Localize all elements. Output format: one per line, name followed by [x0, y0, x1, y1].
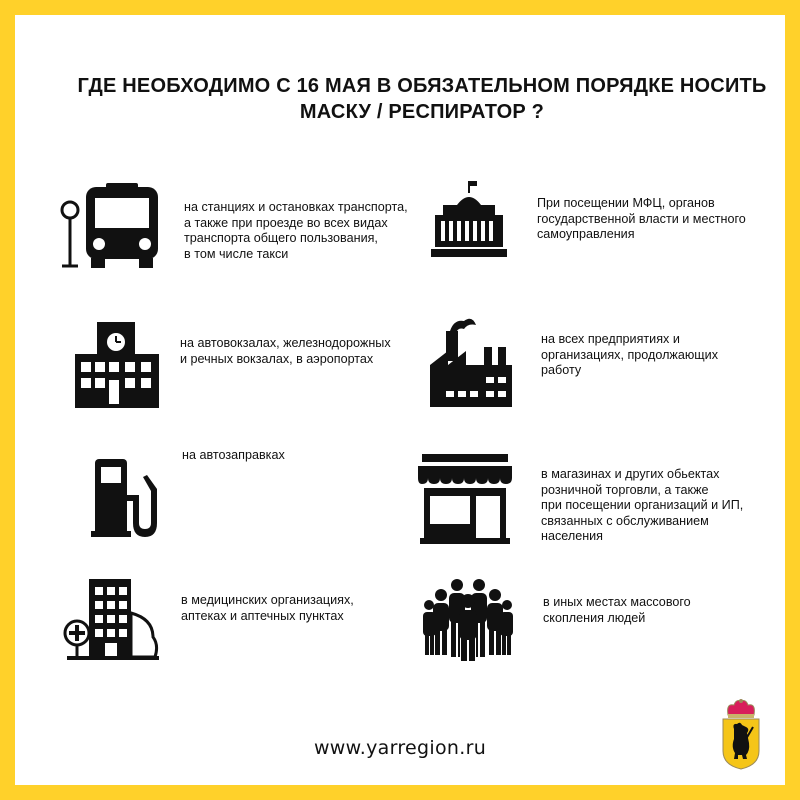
item-line: в том числе такси	[184, 246, 289, 261]
item-line: на автозаправках	[182, 448, 285, 462]
hospital-icon	[63, 575, 159, 665]
item-text-stations	[180, 336, 391, 367]
title-line-1: ГДЕ НЕОБХОДИМО С 16 МАЯ В ОБЯЗАТЕЛЬНОМ ПОРЯДКЕ НОСИТЬ	[77, 75, 767, 97]
item-line: на автовокзалах, железнодорожных	[180, 336, 391, 350]
footer-website: www.yarregion.ru	[313, 737, 487, 759]
item-line: транспорта общего пользования,	[184, 231, 378, 245]
item-line: самоуправления	[537, 227, 635, 241]
station-building-icon	[73, 320, 161, 408]
item-line: а также при проезде во всех видах	[184, 215, 388, 230]
factory-icon	[428, 313, 518, 411]
title-line-2: МАСКУ / РЕСПИРАТОР ?	[299, 101, 545, 123]
item-line: государственной власти и местного	[537, 211, 746, 226]
item-text-government	[537, 196, 746, 243]
item-text-retail	[541, 467, 743, 545]
item-line: организациях, продолжающих	[541, 347, 719, 362]
item-line: При посещении МФЦ, органов	[537, 196, 715, 210]
item-line: при посещении организаций и ИП,	[541, 498, 744, 512]
item-line: аптеках и аптечных пунктах	[181, 608, 344, 623]
item-line: розничной торговли, а также	[541, 482, 709, 497]
government-building-icon	[429, 179, 509, 259]
item-line: в магазинах и других обьектах	[541, 467, 720, 481]
item-line: в медицинских организациях,	[181, 593, 354, 607]
crowd-icon	[423, 575, 513, 663]
item-line: на станциях и остановках транспорта,	[184, 200, 408, 214]
coat-of-arms-logo	[720, 699, 762, 776]
bus-stop-icon	[57, 181, 162, 271]
item-line: скопления людей	[543, 610, 646, 625]
item-text-crowds	[543, 595, 691, 626]
shop-icon	[418, 454, 512, 544]
item-line: на всех предприятиях и	[541, 332, 680, 346]
item-text-gas-stations	[182, 448, 285, 464]
page-title	[77, 73, 767, 125]
item-line: населения	[541, 529, 604, 543]
item-text-enterprises	[541, 332, 718, 379]
item-text-transport	[184, 200, 408, 262]
item-line: в иных местах массового	[543, 595, 691, 609]
gas-pump-icon	[91, 455, 167, 539]
poster	[15, 15, 785, 785]
item-line: связанных с обслуживанием	[541, 513, 709, 528]
item-text-medical	[181, 593, 354, 624]
item-line: работу	[541, 363, 582, 377]
item-line: и речных вокзалах, в аэропортах	[180, 351, 374, 366]
